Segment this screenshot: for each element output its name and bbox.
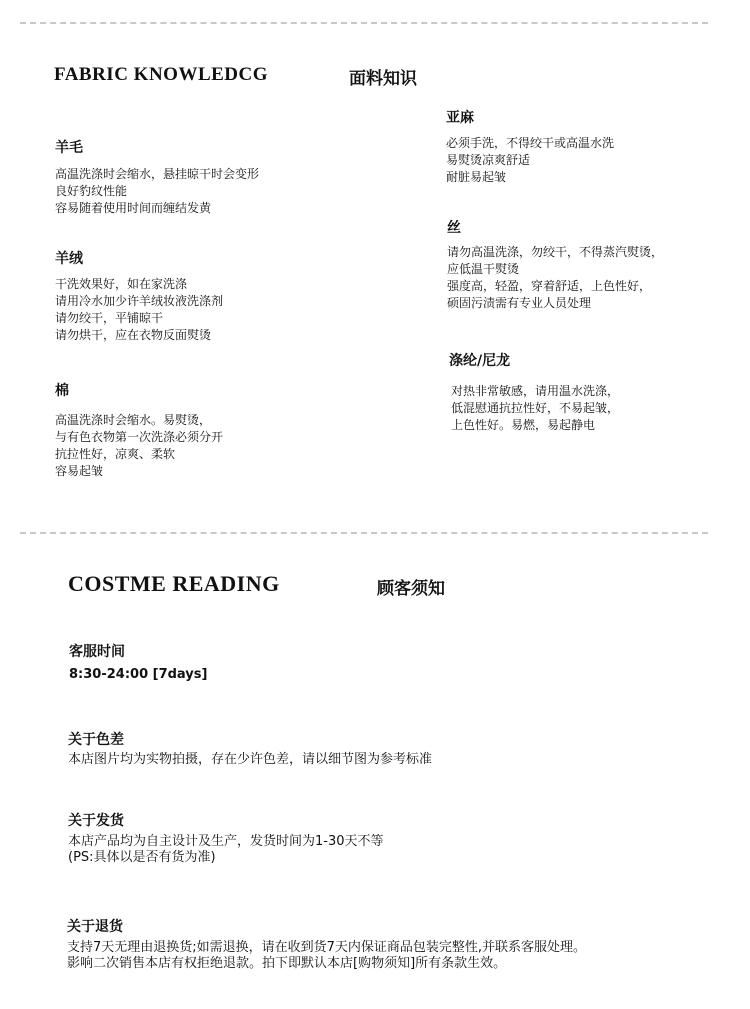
fabric-line: 易熨烫凉爽舒适 <box>446 153 531 167</box>
middle-divider <box>20 532 708 534</box>
fabric-line: 高温洗涤时会缩水，悬挂晾干时会变形 <box>55 167 260 181</box>
fabric-line: 强度高，轻盈，穿着舒适，上色性好， <box>447 279 652 293</box>
color-heading: 关于色差 <box>68 732 124 748</box>
fabric-line: 抗拉性好，凉爽、柔软 <box>55 447 176 461</box>
fabric-line: 上色性好。易燃，易起静电 <box>451 418 596 432</box>
fabric-line: 容易起皱 <box>55 464 104 478</box>
fabric-line: 硕固污渍需有专业人员处理 <box>447 296 592 310</box>
fabric-heading: 棉 <box>55 383 69 399</box>
fabric-item-polyester <box>449 352 619 434</box>
shipping-line: (PS:具体以是否有货为准) <box>68 850 216 865</box>
fabric-line: 低混慰通抗拉性好，不易起皱， <box>451 401 620 415</box>
returns-block <box>67 918 586 972</box>
service-hours: 8:30-24:00 [7days] <box>69 667 208 682</box>
fabric-line: 必须手洗，不得绞干或高温水洗 <box>446 136 615 150</box>
fabric-item-wool <box>55 139 259 217</box>
fabric-item-silk <box>447 219 663 312</box>
returns-line: 支持7天无理由退换货;如需退换，请在收到货7天内保证商品包装完整性,并联系客服处理。 <box>67 940 587 955</box>
fabric-heading: 亚麻 <box>446 110 474 126</box>
fabric-line: 应低温干熨烫 <box>447 262 520 276</box>
shipping-block <box>68 812 384 866</box>
fabric-line: 请勿绞干，平铺晾干 <box>55 311 164 325</box>
top-divider <box>20 22 708 24</box>
fabric-line: 对热非常敏感，请用温水洗涤， <box>451 384 620 398</box>
fabric-title-cn: 面料知识 <box>349 69 417 89</box>
fabric-item-cashmere <box>55 250 223 344</box>
fabric-heading: 羊毛 <box>55 140 83 156</box>
fabric-line: 与有色衣物第一次洗涤必须分开 <box>55 430 224 444</box>
fabric-line: 高温洗涤时会缩水。易熨烫， <box>55 413 212 427</box>
returns-line: 影响二次销售本店有权拒绝退款。拍下即默认本店[购物须知]所有条款生效。 <box>67 956 507 971</box>
returns-heading: 关于退货 <box>67 919 123 935</box>
fabric-line: 耐脏易起皱 <box>446 170 507 184</box>
fabric-title-en: FABRIC KNOWLEDCG <box>54 64 269 85</box>
color-difference-block <box>68 731 432 768</box>
fabric-line: 请用冷水加少许羊绒妆液洗涤剂 <box>55 294 224 308</box>
fabric-line: 请勿高温洗涤，勿绞干，不得蒸汽熨烫， <box>447 245 664 259</box>
fabric-line: 容易随着使用时间而缠结发黄 <box>55 201 212 215</box>
fabric-line: 良好豹纹性能 <box>55 184 128 198</box>
shipping-line: 本店产品均为自主设计及生产，发货时间为1-30天不等 <box>68 834 384 849</box>
fabric-heading: 丝 <box>447 220 461 236</box>
fabric-heading: 羊绒 <box>55 251 83 267</box>
service-hours-block <box>69 643 207 682</box>
shipping-heading: 关于发货 <box>68 813 124 829</box>
fabric-line: 干洗效果好，如在家洗涤 <box>55 277 188 291</box>
fabric-line: 请勿烘干，应在衣物反面熨烫 <box>55 328 212 342</box>
fabric-item-linen <box>446 109 614 186</box>
color-line: 本店图片均为实物拍摄，存在少许色差，请以细节图为参考标准 <box>68 752 433 767</box>
fabric-item-cotton <box>55 382 223 480</box>
customer-title-en: COSTME READING <box>68 571 280 596</box>
fabric-heading: 涤纶/尼龙 <box>449 353 511 369</box>
service-heading: 客服时间 <box>69 644 125 660</box>
customer-title-cn: 顾客须知 <box>377 579 445 599</box>
